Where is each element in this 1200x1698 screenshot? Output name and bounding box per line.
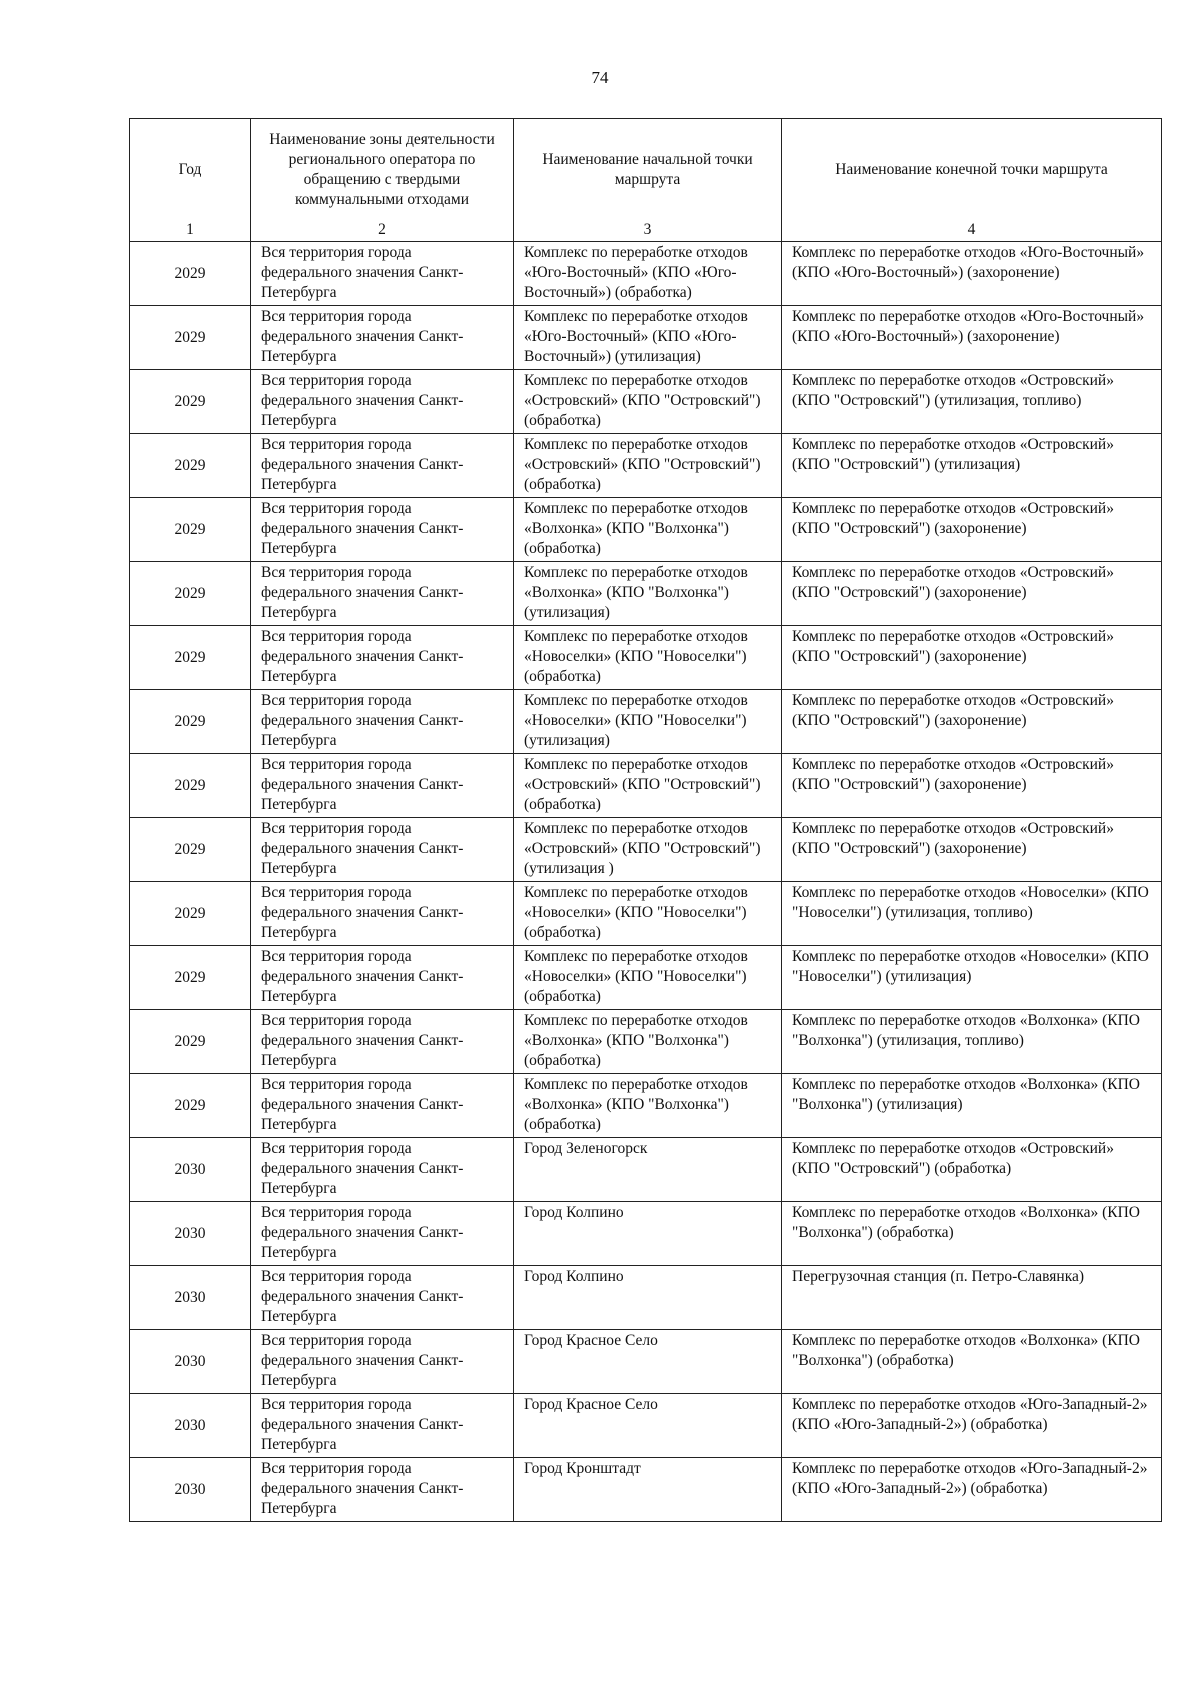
column-number: 2	[251, 221, 514, 242]
start-point-cell: Комплекс по переработке отходов «Новоселки» (КПО "Новоселки") (обработка)	[514, 626, 782, 690]
year-cell: 2029	[130, 818, 251, 882]
year-cell: 2029	[130, 498, 251, 562]
end-point-cell: Комплекс по переработке отходов «Юго-Восточный» (КПО «Юго-Восточный») (захоронение)	[782, 242, 1162, 306]
start-point-cell: Комплекс по переработке отходов «Островский» (КПО "Островский") (обработка)	[514, 754, 782, 818]
start-point-cell: Комплекс по переработке отходов «Новоселки» (КПО "Новоселки") (утилизация)	[514, 690, 782, 754]
table-row	[130, 1266, 1162, 1330]
end-point-cell: Комплекс по переработке отходов «Островский» (КПО "Островский") (захоронение)	[782, 754, 1162, 818]
table-row	[130, 818, 1162, 882]
end-point-cell: Комплекс по переработке отходов «Юго-Западный-2» (КПО «Юго-Западный-2») (обработка)	[782, 1394, 1162, 1458]
zone-cell: Вся территория города федерального значения Санкт-Петербурга	[251, 1138, 514, 1202]
start-point-cell: Комплекс по переработке отходов «Волхонка» (КПО "Волхонка") (обработка)	[514, 1074, 782, 1138]
year-cell: 2029	[130, 434, 251, 498]
table-row	[130, 1074, 1162, 1138]
zone-cell: Вся территория города федерального значения Санкт-Петербурга	[251, 818, 514, 882]
zone-cell: Вся территория города федерального значения Санкт-Петербурга	[251, 1202, 514, 1266]
end-point-cell: Комплекс по переработке отходов «Островский» (КПО "Островский") (утилизация, топливо)	[782, 370, 1162, 434]
end-point-cell: Комплекс по переработке отходов «Новоселки» (КПО "Новоселки") (утилизация, топливо)	[782, 882, 1162, 946]
table-row	[130, 1202, 1162, 1266]
zone-cell: Вся территория города федерального значения Санкт-Петербурга	[251, 370, 514, 434]
end-point-cell: Комплекс по переработке отходов «Островский» (КПО "Островский") (обработка)	[782, 1138, 1162, 1202]
year-cell: 2030	[130, 1330, 251, 1394]
end-point-cell: Комплекс по переработке отходов «Островский» (КПО "Островский") (утилизация)	[782, 434, 1162, 498]
end-point-cell: Комплекс по переработке отходов «Волхонка» (КПО "Волхонка") (утилизация)	[782, 1074, 1162, 1138]
end-point-cell: Комплекс по переработке отходов «Островский» (КПО "Островский") (захоронение)	[782, 818, 1162, 882]
year-cell: 2029	[130, 306, 251, 370]
column-number: 3	[514, 221, 782, 242]
zone-cell: Вся территория города федерального значения Санкт-Петербурга	[251, 242, 514, 306]
start-point-cell: Комплекс по переработке отходов «Юго-Восточный» (КПО «Юго-Восточный») (обработка)	[514, 242, 782, 306]
start-point-cell: Комплекс по переработке отходов «Юго-Восточный» (КПО «Юго-Восточный») (утилизация)	[514, 306, 782, 370]
end-point-cell: Комплекс по переработке отходов «Юго-Западный-2» (КПО «Юго-Западный-2») (обработка)	[782, 1458, 1162, 1522]
year-cell: 2029	[130, 690, 251, 754]
zone-cell: Вся территория города федерального значения Санкт-Петербурга	[251, 434, 514, 498]
zone-cell: Вся территория города федерального значения Санкт-Петербурга	[251, 498, 514, 562]
table-row	[130, 498, 1162, 562]
start-point-cell: Город Красное Село	[514, 1394, 782, 1458]
zone-cell: Вся территория города федерального значения Санкт-Петербурга	[251, 626, 514, 690]
year-cell: 2029	[130, 370, 251, 434]
year-cell: 2029	[130, 562, 251, 626]
table-row	[130, 626, 1162, 690]
table-row	[130, 1010, 1162, 1074]
year-cell: 2029	[130, 626, 251, 690]
year-cell: 2029	[130, 1074, 251, 1138]
year-cell: 2029	[130, 1010, 251, 1074]
start-point-cell: Комплекс по переработке отходов «Новоселки» (КПО "Новоселки") (обработка)	[514, 946, 782, 1010]
zone-cell: Вся территория города федерального значения Санкт-Петербурга	[251, 1330, 514, 1394]
zone-cell: Вся территория города федерального значения Санкт-Петербурга	[251, 306, 514, 370]
start-point-cell: Комплекс по переработке отходов «Волхонка» (КПО "Волхонка") (утилизация)	[514, 562, 782, 626]
year-cell: 2030	[130, 1394, 251, 1458]
header-end-point: Наименование конечной точки маршрута	[782, 119, 1162, 222]
start-point-cell: Город Колпино	[514, 1266, 782, 1330]
table-body	[130, 242, 1162, 1522]
start-point-cell: Комплекс по переработке отходов «Волхонка» (КПО "Волхонка") (обработка)	[514, 498, 782, 562]
year-cell: 2030	[130, 1266, 251, 1330]
year-cell: 2029	[130, 242, 251, 306]
zone-cell: Вся территория города федерального значения Санкт-Петербурга	[251, 1010, 514, 1074]
end-point-cell: Перегрузочная станция (п. Петро-Славянка)	[782, 1266, 1162, 1330]
table-row	[130, 882, 1162, 946]
table-row	[130, 946, 1162, 1010]
zone-cell: Вся территория города федерального значения Санкт-Петербурга	[251, 1266, 514, 1330]
start-point-cell: Город Зеленогорск	[514, 1138, 782, 1202]
start-point-cell: Комплекс по переработке отходов «Волхонка» (КПО "Волхонка") (обработка)	[514, 1010, 782, 1074]
end-point-cell: Комплекс по переработке отходов «Новоселки» (КПО "Новоселки") (утилизация)	[782, 946, 1162, 1010]
table-row	[130, 1394, 1162, 1458]
table-row	[130, 754, 1162, 818]
table-header	[130, 119, 1162, 242]
start-point-cell: Город Колпино	[514, 1202, 782, 1266]
year-cell: 2029	[130, 754, 251, 818]
table-row	[130, 242, 1162, 306]
end-point-cell: Комплекс по переработке отходов «Островский» (КПО "Островский") (захоронение)	[782, 690, 1162, 754]
column-number: 1	[130, 221, 251, 242]
end-point-cell: Комплекс по переработке отходов «Островский» (КПО "Островский") (захоронение)	[782, 626, 1162, 690]
start-point-cell: Комплекс по переработке отходов «Новоселки» (КПО "Новоселки") (обработка)	[514, 882, 782, 946]
page-number: 74	[591, 68, 609, 87]
header-year: Год	[130, 119, 251, 222]
header-start-point: Наименование начальной точки маршрута	[514, 119, 782, 222]
table-row	[130, 370, 1162, 434]
table-row	[130, 1458, 1162, 1522]
routes-table	[129, 118, 1162, 1522]
table-row	[130, 1330, 1162, 1394]
end-point-cell: Комплекс по переработке отходов «Юго-Восточный» (КПО «Юго-Восточный») (захоронение)	[782, 306, 1162, 370]
table-row	[130, 562, 1162, 626]
table-row	[130, 690, 1162, 754]
zone-cell: Вся территория города федерального значения Санкт-Петербурга	[251, 946, 514, 1010]
start-point-cell: Комплекс по переработке отходов «Островский» (КПО "Островский") (утилизация )	[514, 818, 782, 882]
zone-cell: Вся территория города федерального значения Санкт-Петербурга	[251, 1394, 514, 1458]
start-point-cell: Комплекс по переработке отходов «Островский» (КПО "Островский") (обработка)	[514, 370, 782, 434]
table-row	[130, 306, 1162, 370]
zone-cell: Вся территория города федерального значения Санкт-Петербурга	[251, 690, 514, 754]
end-point-cell: Комплекс по переработке отходов «Волхонка» (КПО "Волхонка") (утилизация, топливо)	[782, 1010, 1162, 1074]
zone-cell: Вся территория города федерального значения Санкт-Петербурга	[251, 754, 514, 818]
end-point-cell: Комплекс по переработке отходов «Островский» (КПО "Островский") (захоронение)	[782, 562, 1162, 626]
zone-cell: Вся территория города федерального значения Санкт-Петербурга	[251, 882, 514, 946]
zone-cell: Вся территория города федерального значения Санкт-Петербурга	[251, 562, 514, 626]
year-cell: 2030	[130, 1202, 251, 1266]
year-cell: 2030	[130, 1458, 251, 1522]
year-cell: 2030	[130, 1138, 251, 1202]
year-cell: 2029	[130, 882, 251, 946]
header-zone: Наименование зоны деятельности регионального оператора по обращению с твердыми коммунальными отходами	[251, 119, 514, 222]
start-point-cell: Город Красное Село	[514, 1330, 782, 1394]
year-cell: 2029	[130, 946, 251, 1010]
zone-cell: Вся территория города федерального значения Санкт-Петербурга	[251, 1458, 514, 1522]
table-row	[130, 1138, 1162, 1202]
end-point-cell: Комплекс по переработке отходов «Волхонка» (КПО "Волхонка") (обработка)	[782, 1330, 1162, 1394]
column-number: 4	[782, 221, 1162, 242]
start-point-cell: Комплекс по переработке отходов «Островский» (КПО "Островский") (обработка)	[514, 434, 782, 498]
table-row	[130, 434, 1162, 498]
end-point-cell: Комплекс по переработке отходов «Волхонка» (КПО "Волхонка") (обработка)	[782, 1202, 1162, 1266]
start-point-cell: Город Кронштадт	[514, 1458, 782, 1522]
zone-cell: Вся территория города федерального значения Санкт-Петербурга	[251, 1074, 514, 1138]
end-point-cell: Комплекс по переработке отходов «Островский» (КПО "Островский") (захоронение)	[782, 498, 1162, 562]
